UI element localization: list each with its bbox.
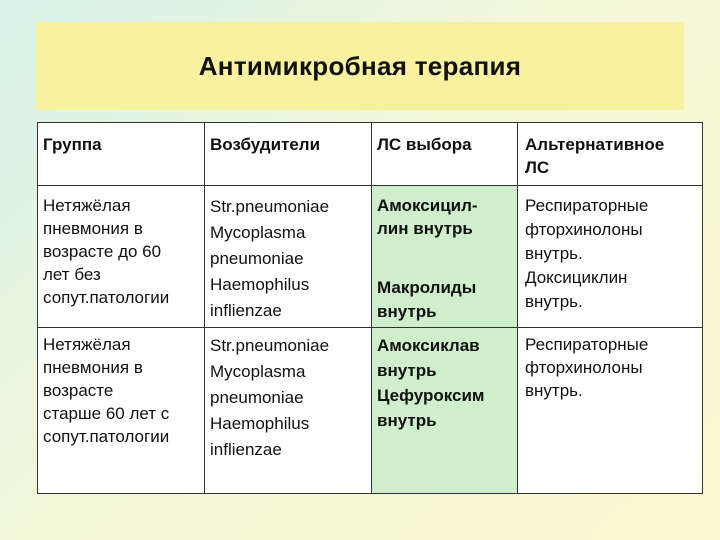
column-divider	[517, 123, 518, 493]
header-choice-drug: ЛС выбора	[377, 135, 472, 154]
row1-alternative-cell: Респираторные фторхинолоны внутрь. Доксициклин внутрь.	[525, 196, 649, 311]
header-group: Группа	[43, 135, 102, 154]
row2-group-cell: Нетяжёлая пневмония в возрасте старше 60 лет с сопут.патологии	[43, 335, 170, 446]
row1-group-cell: Нетяжёлая пневмония в возрасте до 60 лет без сопут.патологии	[43, 196, 170, 307]
row1-pathogens-cell: Str.pneumoniae Mycoplasma pneumoniae Haemophilus inflienzae	[210, 197, 330, 320]
row-divider	[38, 327, 702, 328]
column-divider	[371, 123, 372, 493]
row2-pathogens-cell: Str.pneumoniae Mycoplasma pneumoniae Haemophilus inflienzae	[210, 336, 330, 459]
header-pathogens: Возбудители	[210, 135, 321, 154]
header-alternative-drug: Альтернативное ЛС	[525, 135, 665, 177]
therapy-table	[37, 122, 703, 494]
row-divider	[38, 185, 702, 186]
row2-choice-drug-cell: Амоксиклав внутрь Цефуроксим внутрь	[377, 336, 485, 430]
row1-choice-drug-b: Макролиды внутрь	[377, 278, 477, 321]
column-divider	[204, 123, 205, 493]
row1-choice-drug-a: Амоксицил- лин внутрь	[377, 196, 478, 238]
title-banner	[36, 22, 684, 110]
row2-alternative-cell: Респираторные фторхинолоны внутрь.	[525, 335, 649, 400]
page-title: Антимикробная терапия	[198, 50, 522, 81]
